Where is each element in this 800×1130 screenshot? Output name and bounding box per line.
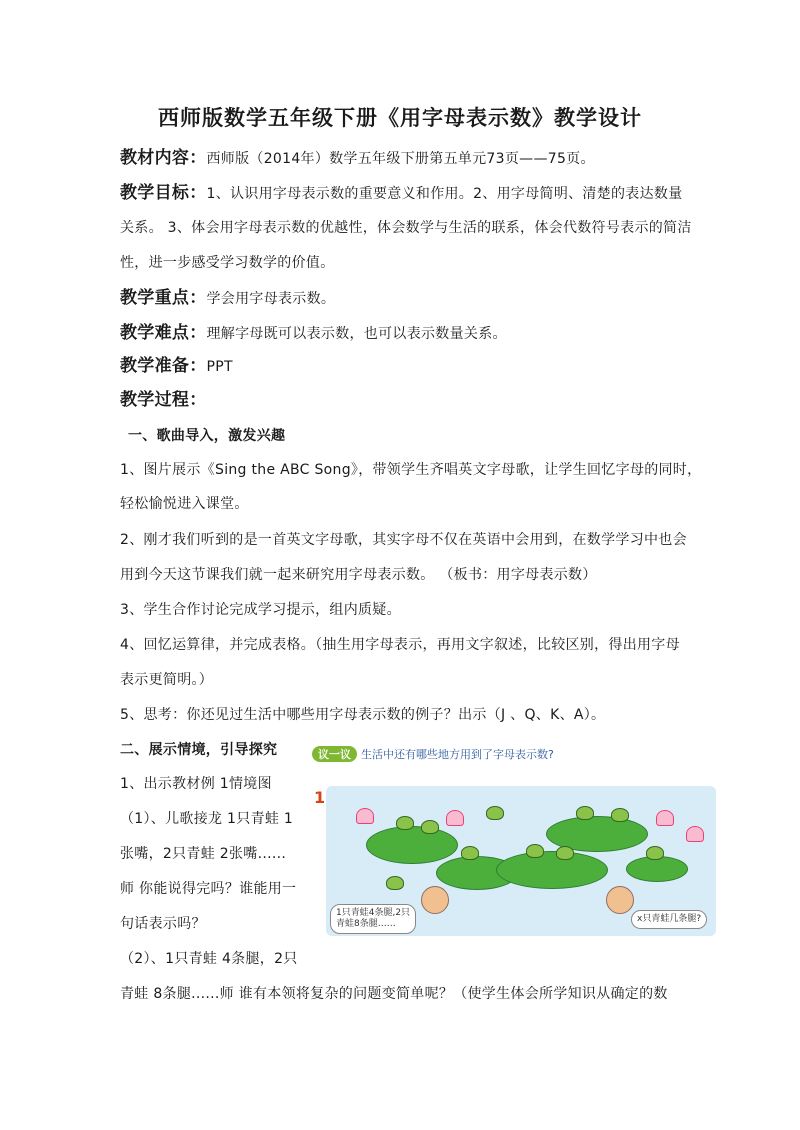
section-1-heading: 一、歌曲导入，激发兴趣 (128, 428, 286, 444)
s2-p2-line3: 师 你能说得完吗？谁能用一 (120, 881, 297, 897)
illustration-caption (312, 746, 554, 764)
s1-p3: 3、学生合作讨论完成学习提示，组内质疑。 (120, 602, 401, 618)
goal-row-1 (120, 183, 690, 204)
content-row (120, 148, 690, 169)
lotus-flower-icon (656, 810, 674, 826)
difficulty-row (120, 323, 690, 344)
key-row (120, 288, 690, 309)
s2-p1: 1、出示教材例 1情境图 (120, 776, 272, 792)
lily-pad (496, 851, 608, 889)
content-text: 西师版（2014年）数学五年级下册第五单元73页——75页。 (206, 151, 595, 167)
frog-icon (576, 806, 594, 820)
goal-text-2: 关系。 3、体会用字母表示数的优越性，体会数学与生活的联系，体会代数符号表示的简洁 (120, 220, 692, 236)
section-2-heading: 二、展示情境，引导探究 (120, 742, 278, 758)
boy-bubble-line2: 青蛙8条腿…… (336, 919, 396, 929)
frog-icon (556, 846, 574, 860)
key-text: 学会用字母表示数。 (206, 291, 336, 307)
example-number-icon: 1 (314, 788, 326, 807)
girl-speech-bubble: x只青蛙几条腿? (631, 910, 707, 929)
goal-text-1: 1、认识用字母表示数的重要意义和作用。2、用字母简明、清楚的表达数量 (206, 186, 683, 202)
frog-icon (526, 844, 544, 858)
boy-bubble-line1: 1只青蛙4条腿,2只 (336, 908, 411, 918)
boy-figure (421, 886, 449, 914)
prep-row (120, 356, 690, 377)
lily-pad (366, 826, 458, 864)
discuss-badge: 议一议 (312, 746, 357, 762)
goal-text-3: 性，进一步感受学习数学的价值。 (120, 255, 335, 271)
s2-p2-line1: （1）、儿歌接龙 1只青蛙 1 (120, 811, 294, 827)
s2-p3-line2: 青蛙 8条腿......师 谁有本领将复杂的问题变简单呢？（使学生体会所学知识从确定的数 (120, 986, 668, 1002)
goal-label: 教学目标： (120, 183, 207, 203)
difficulty-text: 理解字母既可以表示数，也可以表示数量关系。 (206, 326, 507, 342)
s1-p2-line1: 2、刚才我们听到的是一首英文字母歌，其实字母不仅在英语中会用到，在数学学习中也会 (120, 532, 687, 548)
lotus-flower-icon (356, 808, 374, 824)
process-label: 教学过程： (120, 390, 207, 410)
difficulty-label: 教学难点： (120, 323, 207, 343)
s1-p4-line2: 表示更简明。） (120, 672, 214, 688)
lotus-flower-icon (686, 826, 704, 842)
frog-icon (396, 816, 414, 830)
boy-speech-bubble (330, 904, 416, 934)
frog-icon (421, 820, 439, 834)
s1-p1-line2: 轻松愉悦进入课堂。 (120, 496, 249, 512)
s2-p3-line1: （2）、1只青蛙 4条腿，2只 (120, 951, 298, 967)
frog-icon (461, 846, 479, 860)
frog-icon (611, 808, 629, 822)
s2-p2-line2: 张嘴，2只青蛙 2张嘴...... (120, 846, 287, 862)
frog-icon (486, 806, 504, 820)
document-title: 西师版数学五年级下册《用字母表示数》教学设计 (158, 106, 642, 130)
frog-pond-illustration (312, 746, 722, 946)
caption-text: 生活中还有哪些地方用到了字母表示数? (361, 748, 554, 761)
frog-icon (646, 846, 664, 860)
prep-label: 教学准备： (120, 356, 207, 376)
key-label: 教学重点： (120, 288, 207, 308)
frog-icon (386, 876, 404, 890)
s1-p5: 5、思考：你还见过生活中哪些用字母表示数的例子？出示（J 、Q、K、A）。 (120, 707, 606, 723)
prep-text: PPT (206, 359, 233, 375)
lotus-flower-icon (446, 810, 464, 826)
content-label: 教材内容： (120, 148, 207, 168)
s1-p4-line1: 4、回忆运算律，并完成表格。（抽生用字母表示，再用文字叙述，比较区别，得出用字母 (120, 637, 680, 653)
s1-p2-line2: 用到今天这节课我们就一起来研究用字母表示数。 （板书：用字母表示数） (120, 567, 597, 583)
s2-p2-line4: 句话表示吗？ (120, 916, 206, 932)
girl-figure (606, 886, 634, 914)
pond-scene (326, 786, 716, 936)
s1-p1-line1: 1、图片展示《Sing the ABC Song》，带领学生齐唱英文字母歌，让学生回忆字母的同时， (120, 462, 702, 478)
